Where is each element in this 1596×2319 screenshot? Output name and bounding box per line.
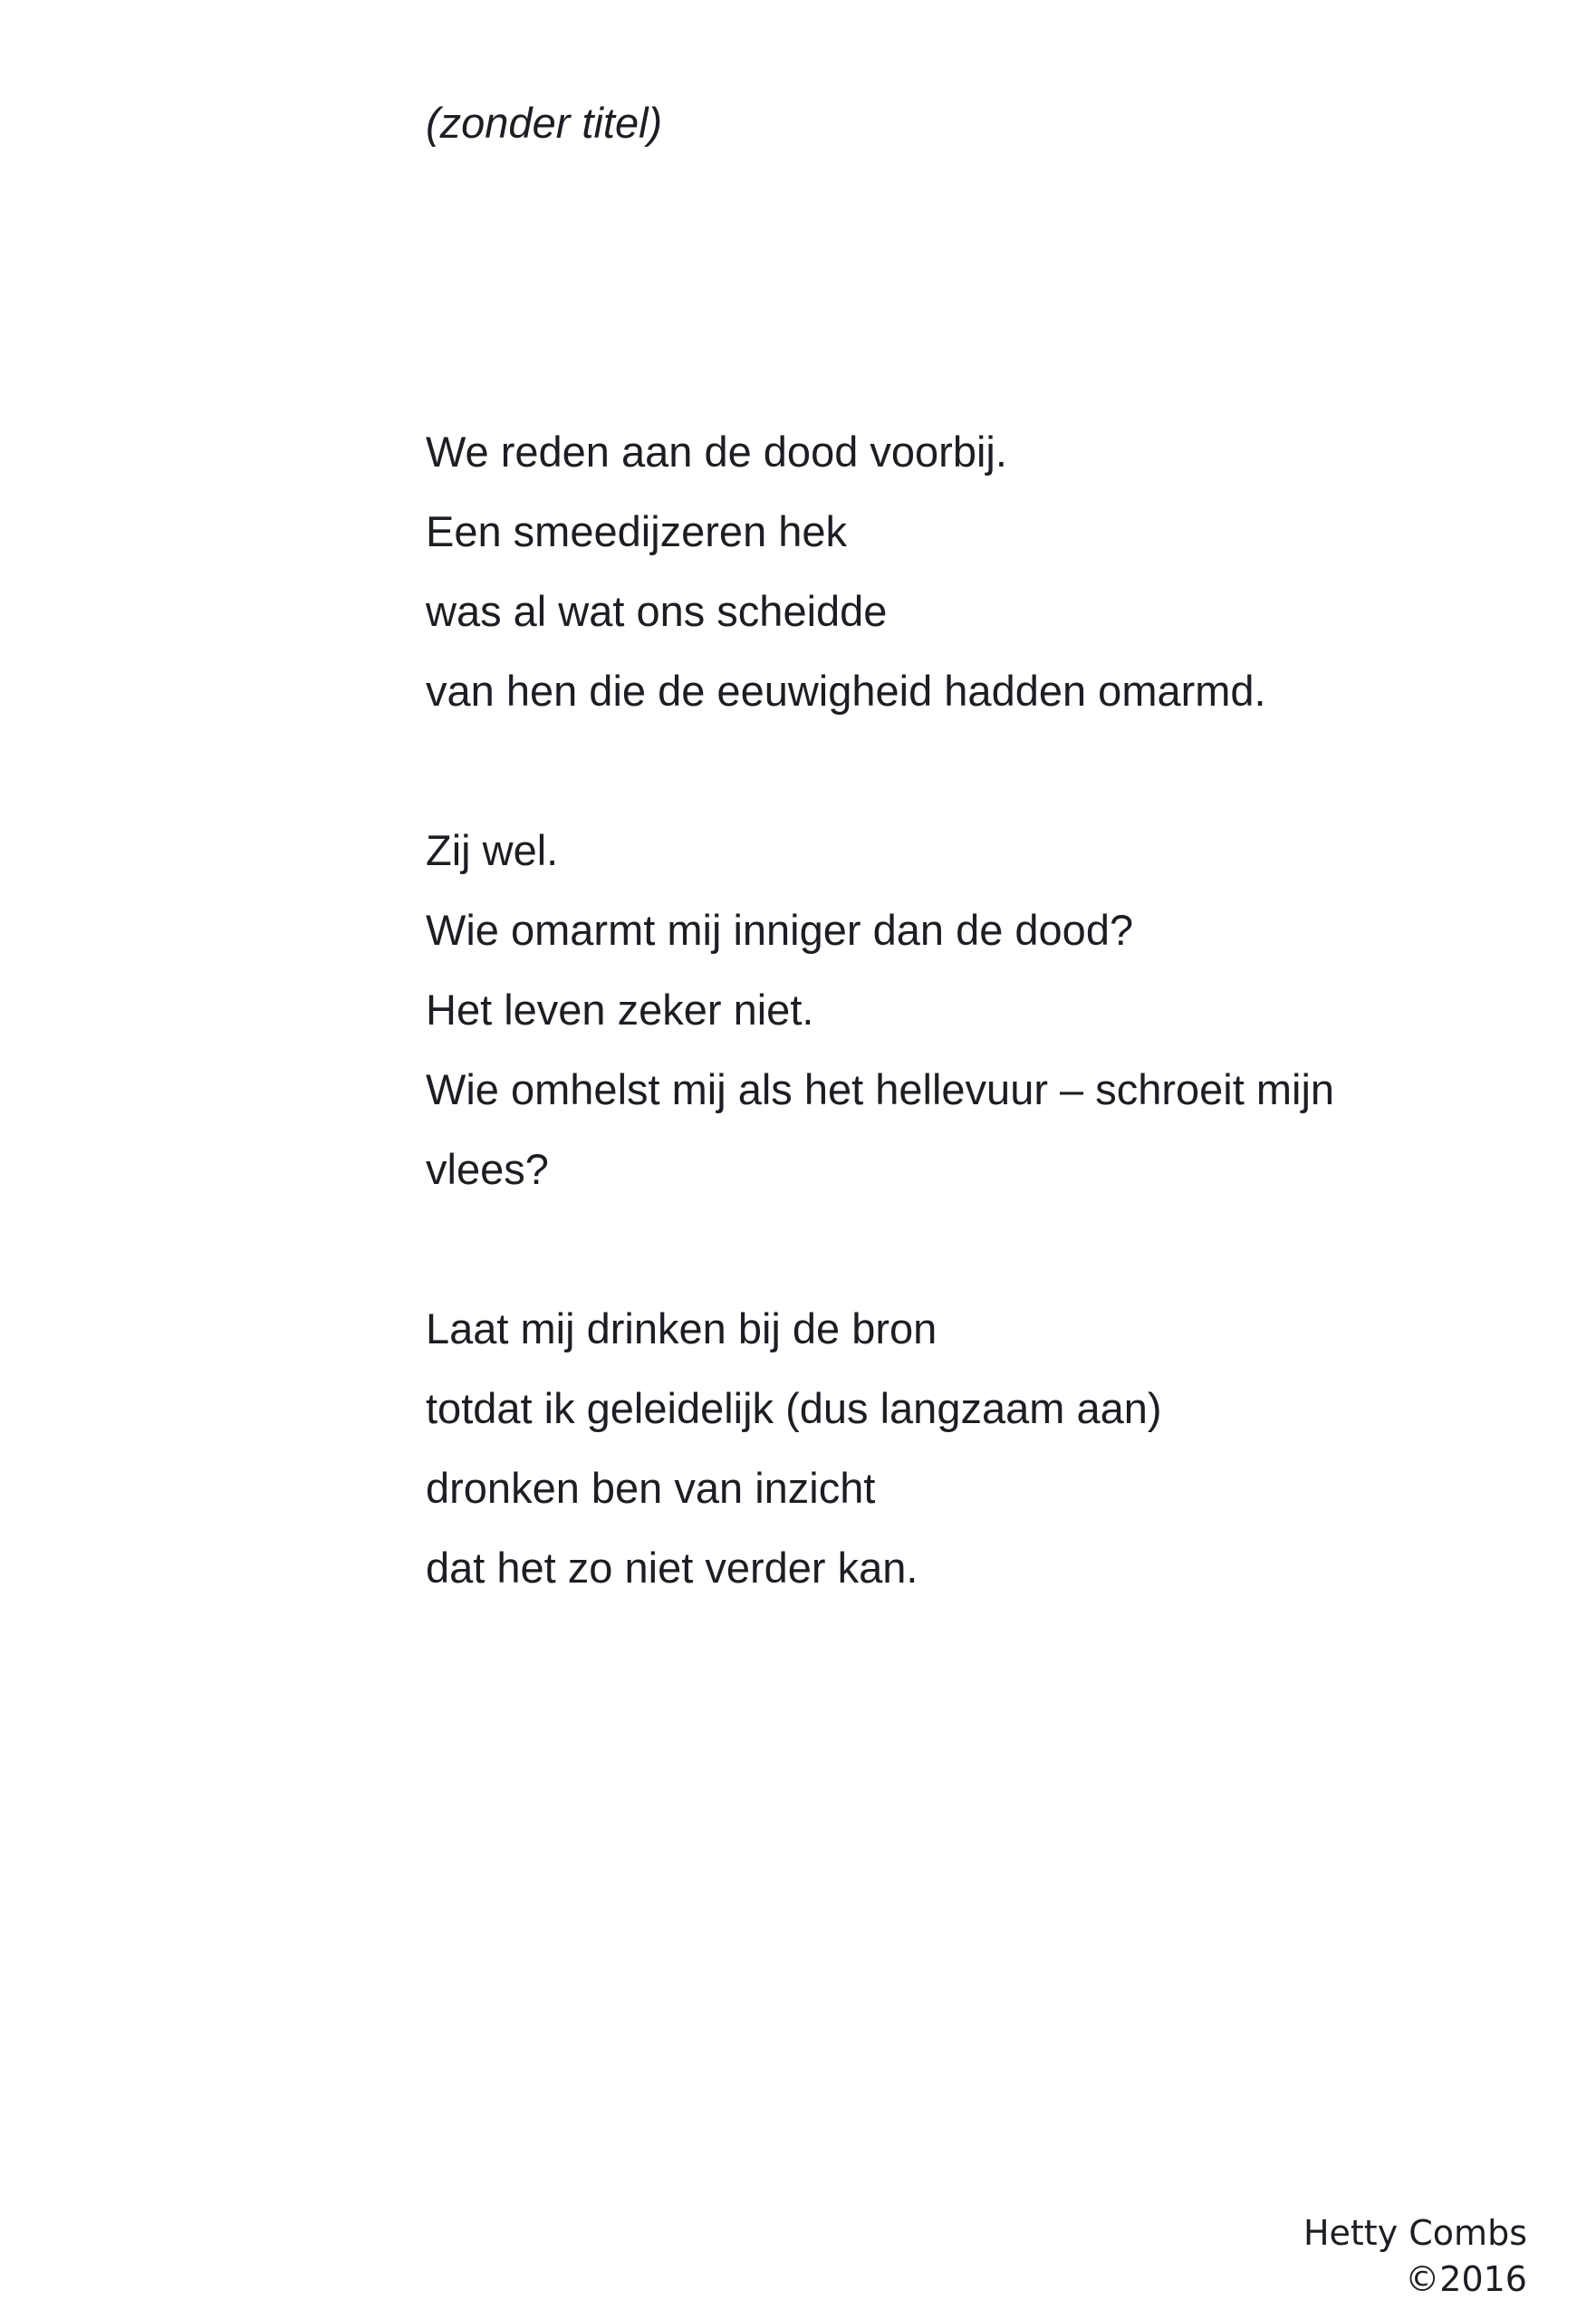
poem-line: Laat mij drinken bij de bron	[426, 1304, 937, 1352]
poem-line: Wie omhelst mij als het hellevuur – schroeit mijn	[426, 1065, 1335, 1113]
poem-line: Een smeedijzeren hek	[426, 507, 848, 555]
poem-line: totdat ik geleidelijk (dus langzaam aan)	[426, 1384, 1162, 1432]
poem-title: (zonder titel)	[426, 99, 663, 147]
poem-line: dronken ben van inzicht	[426, 1464, 876, 1512]
stanza-3	[426, 1289, 1513, 1608]
poem-line: Zij wel.	[426, 826, 559, 874]
poem-line: vlees?	[426, 1145, 549, 1193]
copyright-year: ©2016	[1405, 2259, 1527, 2299]
author-signature	[1303, 2210, 1527, 2303]
poem-line: We reden aan de dood voorbij.	[426, 428, 1007, 476]
poem-body	[426, 412, 1513, 1688]
author-name: Hetty Combs	[1303, 2213, 1527, 2253]
poem-line: dat het zo niet verder kan.	[426, 1544, 918, 1592]
stanza-2	[426, 811, 1513, 1209]
poem-line: was al wat ons scheidde	[426, 587, 888, 635]
poem-line: van hen die de eeuwigheid hadden omarmd.	[426, 667, 1266, 715]
stanza-1	[426, 412, 1513, 731]
poem-line: Wie omarmt mij inniger dan de dood?	[426, 906, 1134, 954]
poem-line: Het leven zeker niet.	[426, 986, 814, 1034]
